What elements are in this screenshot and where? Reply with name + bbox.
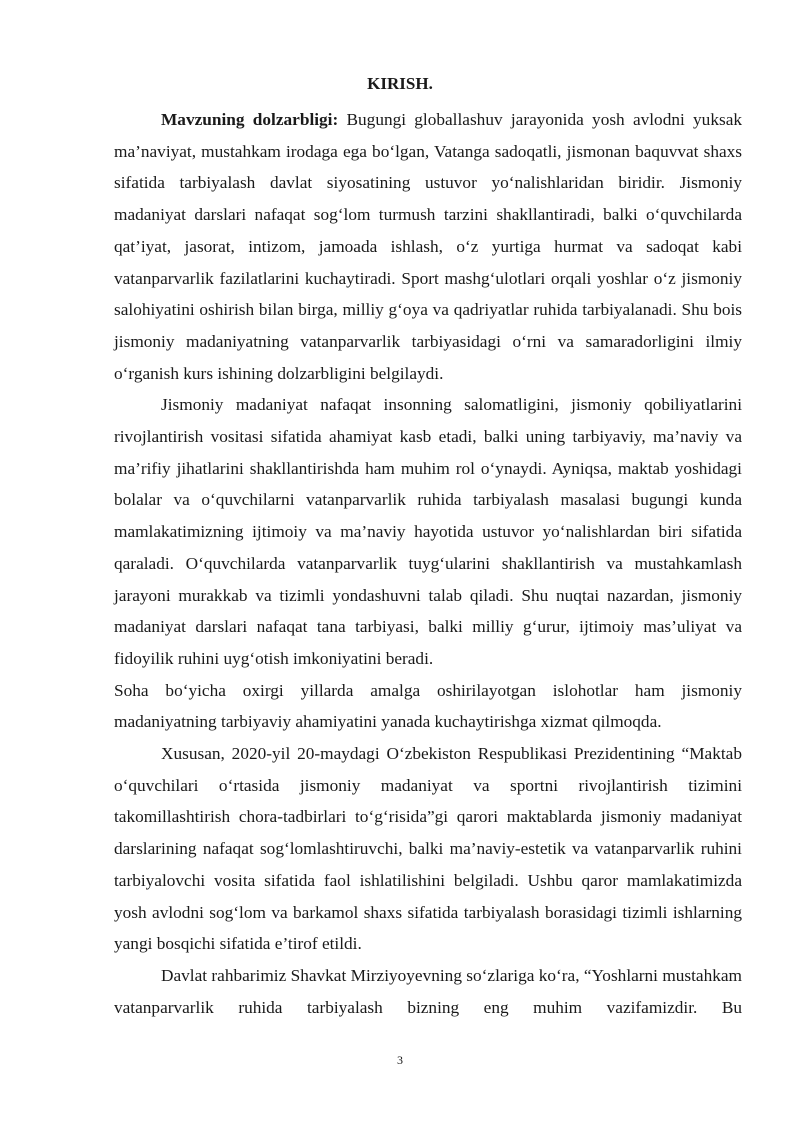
paragraph-lead: Mavzuning dolzarbligi: <box>161 110 339 129</box>
paragraph-decree <box>114 738 742 960</box>
page-number: 3 <box>397 1053 403 1067</box>
paragraph-text: Bugungi globallashuv jarayonida yosh avlodni yuksak ma’naviyat, mustahkam irodaga ega bo‘lgan, Vatanga sadoqatli, jismonan baquvvat shaxs sifatida tarbiyalash davlat siyosatining ustuvor yo‘nalishlaridan biridir. Jismoniy madaniyat darslari nafaqat sog‘lom turmush tarzini shakllantiradi, balki o‘quvchilarda qat’iyat, jasorat, intizom, jamoada ishlash, o‘z yurtiga hurmat va sadoqat kabi vatanparvarlik fazilatlarini kuchaytiradi. Sport mashg‘ulotlari orqali yoshlar o‘z jismoniy salohiyatini oshirish bilan birga, milliy g‘oya va qadriyatlar ruhida tarbiyalanadi. Shu bois jismoniy madaniyatning vatanparvarlik tarbiyasidagi o‘rni va samaradorligini ilmiy o‘rganish kurs ishining dolzarbligini belgilaydi. <box>114 110 742 383</box>
paragraph-text: Davlat rahbarimiz Shavkat Mirziyoyevning so‘zlariga ko‘ra, “Yoshlarni mustahkam vatanparvarlik ruhida tarbiyalash bizning eng muhim vazifamizdir. Bu <box>114 965 742 1017</box>
paragraph-quote <box>114 960 742 1023</box>
paragraph-text: Jismoniy madaniyat nafaqat insonning salomatligini, jismoniy qobiliyatlarini rivojlantirish vositasi sifatida ahamiyat kasb etadi, balki uning tarbiyaviy, ma’naviy va ma’rifiy jihatlarini shakllantirishda ham muhim rol o‘ynaydi. Ayniqsa, maktab yoshidagi bolalar va o‘quvchilarni vatanparvarlik ruhida tarbiyalash masalasi bugungi kunda mamlakatimizning ijtimoiy va ma’naviy hayotida ustuvor yo‘nalishlardan biri sifatida qaraladi. O‘quvchilarda vatanparvarlik tuyg‘ularini shakllantirish va mustahkamlash jarayoni murakkab va tizimli yondashuvni talab qiladi. Shu nuqtai nazardan, jismoniy madaniyat darslari nafaqat tana tarbiyasi, balki milliy g‘urur, ijtimoiy mas’uliyat va fidoyilik ruhini uyg‘otish imkoniyatini beradi. <box>114 395 742 668</box>
paragraph-physical-culture <box>114 389 742 674</box>
paragraph-relevance <box>114 104 742 389</box>
paragraph-text: Xususan, 2020-yil 20-maydagi O‘zbekiston Respublikasi Prezidentining “Maktab o‘quvchilari o‘rtasida jismoniy madaniyat va sportni rivojlantirish tizimini takomillashtirish chora-tadbirlari to‘g‘risida”gi qarori maktablarda jismoniy madaniyat darslarining nafaqat sog‘lomlashtiruvchi, balki ma’naviy-estetik va vatanparvarlik ruhini tarbiyalovchi vosita sifatida faol ishlatilishini belgiladi. Ushbu qaror mamlakatimizda yosh avlodni sog‘lom va barkamol shaxs sifatida tarbiyalash borasidagi tizimli ishlarning yangi bosqichi sifatida e’tirof etildi. <box>114 744 742 954</box>
paragraph-reforms <box>114 675 742 738</box>
paragraph-text: Soha bo‘yicha oxirgi yillarda amalga oshirilayotgan islohotlar ham jismoniy madaniyatning tarbiyaviy ahamiyatini yanada kuchaytirishga xizmat qilmoqda. <box>114 680 742 732</box>
page-title: KIRISH. <box>367 74 433 93</box>
document-body <box>114 104 742 1023</box>
